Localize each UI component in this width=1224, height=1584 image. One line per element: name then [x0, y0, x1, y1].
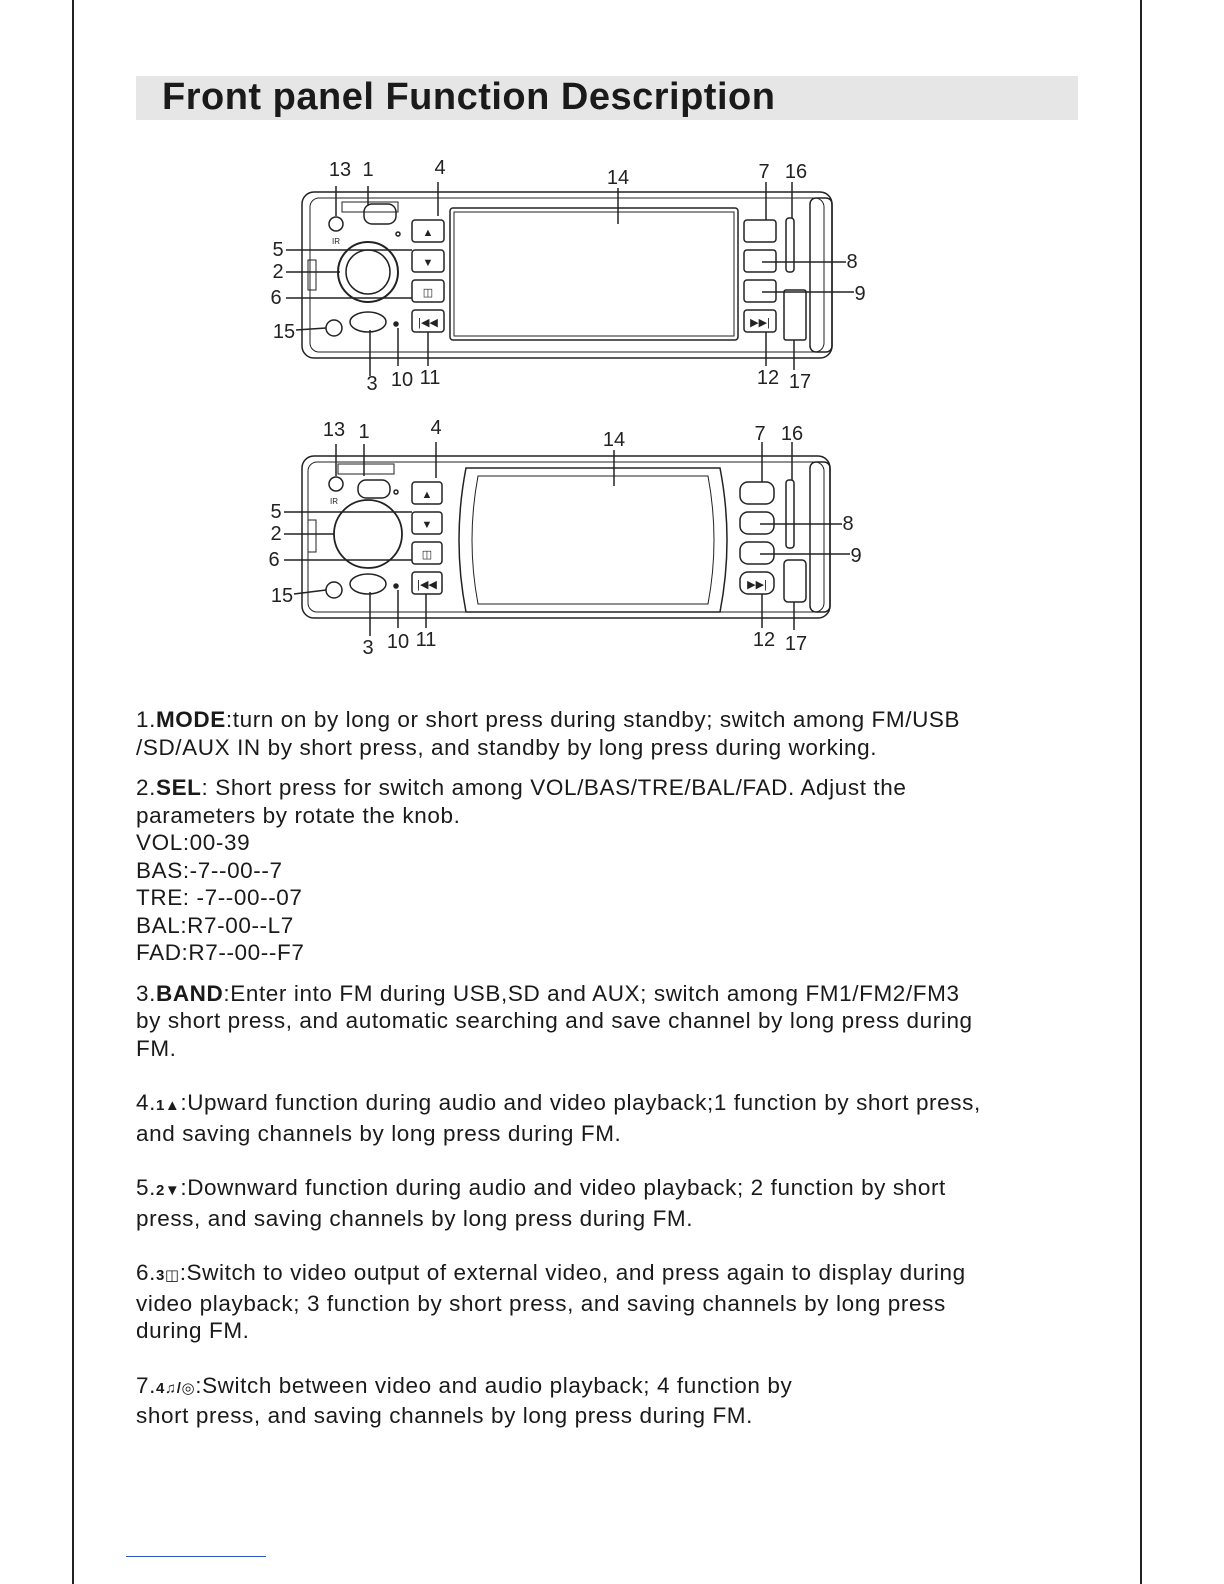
callout-4: 4 — [430, 417, 442, 439]
key-mode: MODE — [155, 707, 226, 732]
up-icon: ▲ — [421, 489, 433, 501]
callout-4: 4 — [434, 157, 446, 179]
usb-port — [784, 560, 806, 602]
callout-5: 5 — [270, 501, 282, 523]
page-title: Front panel Function Description — [162, 76, 776, 118]
item-sel: 2.SEL: Short press for switch among VOL/BAS/TRE/BAL/FAD. Adjust the parameters by rotate the knob. VOL:00-39 BAS:-7--00--7 TRE: -7--00--07 BAL:R7-00--L7 FAD:R7--00--F7 — [136, 774, 1096, 967]
ir-label: IR — [332, 237, 340, 246]
video-symbol-icon: 3◫ — [155, 1267, 180, 1284]
down-symbol-icon: 2▼ — [155, 1182, 181, 1199]
param-tre: TRE: -7--00--07 — [136, 885, 303, 910]
callout-16: 16 — [780, 423, 804, 445]
title-bar — [136, 76, 1078, 120]
item-down: 5.2▼:Downward function during audio and video playback; 2 function by short press, and saving channels by long press during FM. — [136, 1175, 946, 1231]
callout-2: 2 — [270, 523, 282, 545]
callout-2: 2 — [272, 261, 284, 283]
item-mode: 1.MODE:turn on by long or short press during standby; switch among FM/USB /SD/AUX IN by short press, and standby by long press during working. — [136, 707, 961, 760]
ir-label: IR — [330, 497, 338, 506]
callout-12: 12 — [752, 629, 776, 651]
footer-rule — [126, 1556, 266, 1557]
callout-3: 3 — [362, 637, 374, 654]
callout-8: 8 — [842, 513, 854, 535]
page-border-left — [72, 0, 74, 1584]
up-icon: ▲ — [422, 227, 434, 239]
callout-6: 6 — [268, 549, 280, 571]
callout-17: 17 — [784, 633, 808, 654]
button-9 — [744, 280, 776, 302]
callout-11: 11 — [415, 629, 437, 651]
callout-15: 15 — [270, 585, 294, 607]
param-fad: FAD:R7--00--F7 — [136, 940, 305, 965]
prev-icon: |◀◀ — [417, 579, 437, 591]
key-sel: SEL — [155, 775, 202, 800]
callout-7: 7 — [758, 161, 770, 183]
video-icon: ◫ — [421, 549, 433, 561]
sel-parameter-list — [136, 829, 1096, 967]
callout-10: 10 — [390, 369, 414, 391]
callout-9: 9 — [854, 283, 866, 305]
callout-8: 8 — [846, 251, 858, 273]
function-descriptions — [136, 706, 1096, 1430]
item-band: 3.BAND:Enter into FM during USB,SD and AUX; switch among FM1/FM2/FM3 by short press, and automatic searching and save channel by long press during FM. — [136, 980, 973, 1061]
up-symbol-icon: 1▲ — [155, 1097, 181, 1114]
button-8 — [740, 512, 774, 534]
item-audio-video: 7.4♫/◎:Switch between video and audio playback; 4 function by short press, and saving channels by long press during FM. — [136, 1372, 793, 1428]
front-panel-diagram-1 — [250, 152, 890, 392]
next-icon: ▶▶| — [750, 317, 770, 329]
param-vol: VOL:00-39 — [136, 830, 251, 855]
page-border-right — [1140, 0, 1142, 1584]
callout-14: 14 — [602, 429, 626, 451]
screen — [459, 468, 727, 612]
prev-icon: |◀◀ — [418, 317, 438, 329]
button-8 — [744, 250, 776, 272]
panel-body — [302, 192, 832, 358]
ir-sensor — [329, 477, 343, 491]
callout-7: 7 — [754, 423, 766, 445]
callout-13: 13 — [328, 159, 352, 181]
callout-9: 9 — [850, 545, 862, 567]
button-9 — [740, 542, 774, 564]
callout-1: 1 — [362, 159, 374, 181]
screen — [450, 208, 738, 340]
audio-video-button — [744, 220, 776, 242]
next-icon: ▶▶| — [747, 579, 767, 591]
callout-11: 11 — [419, 367, 441, 389]
video-icon: ◫ — [422, 287, 434, 299]
ir-sensor — [329, 217, 343, 231]
sd-slot — [786, 480, 794, 548]
volume-knob — [338, 242, 398, 302]
audio-video-symbol-icon: 4♫/◎ — [155, 1379, 196, 1397]
callout-10: 10 — [386, 631, 410, 653]
key-band: BAND — [155, 980, 224, 1006]
callout-3: 3 — [366, 373, 378, 392]
audio-video-button — [740, 482, 774, 504]
param-bal: BAL:R7-00--L7 — [136, 912, 294, 938]
sd-slot — [786, 218, 794, 272]
item-up: 4.1▲:Upward function during audio and video playback;1 function by short press, and saving channels by long press during FM. — [136, 1090, 981, 1146]
callout-14: 14 — [606, 167, 630, 189]
down-icon: ▼ — [421, 519, 433, 531]
callout-16: 16 — [784, 161, 808, 183]
callout-5: 5 — [272, 239, 284, 261]
usb-port — [784, 290, 806, 340]
callout-12: 12 — [756, 367, 780, 389]
callout-17: 17 — [788, 371, 812, 392]
callout-6: 6 — [270, 287, 282, 309]
callout-13: 13 — [322, 419, 346, 441]
param-bas: BAS:-7--00--7 — [136, 857, 283, 883]
callout-15: 15 — [272, 321, 296, 343]
front-panel-diagram-2 — [250, 414, 890, 654]
down-icon: ▼ — [422, 257, 434, 269]
callout-1: 1 — [358, 421, 370, 443]
volume-knob — [334, 500, 402, 568]
item-video: 6.3◫:Switch to video output of external video, and press again to display during video playback; 3 function by short press, and saving channels by long press during FM. — [136, 1260, 966, 1343]
